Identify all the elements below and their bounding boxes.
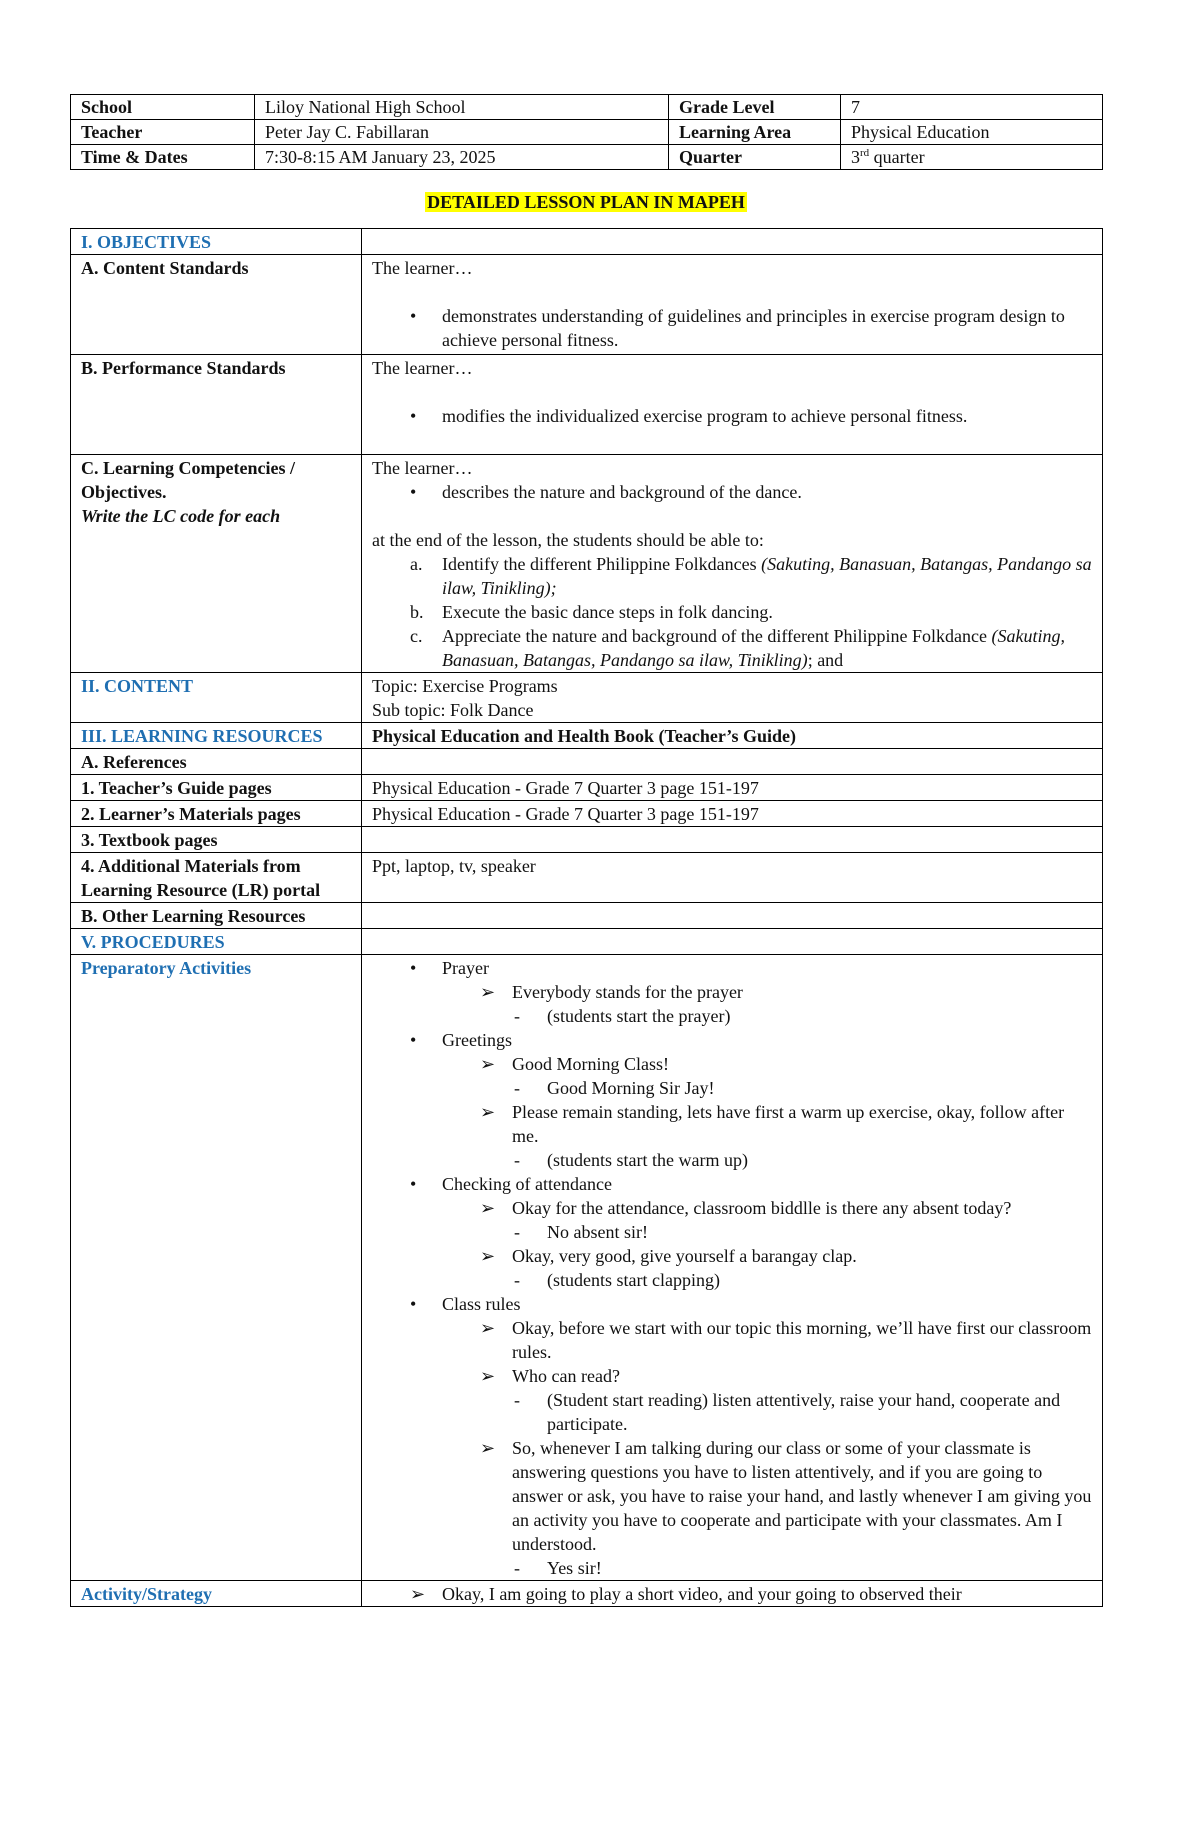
other-resources-label: B. Other Learning Resources — [71, 903, 362, 929]
objective-tail: ; and — [807, 650, 844, 670]
objective-marker: a. — [410, 554, 423, 574]
tg-label: 1. Teacher’s Guide pages — [71, 775, 362, 801]
preparatory-line-text: Class rules — [442, 1294, 521, 1314]
other-resources-empty — [362, 903, 1103, 929]
teacher-value: Peter Jay C. Fabillaran — [255, 120, 669, 145]
procedures-heading: V. PROCEDURES — [71, 929, 362, 955]
arrow-bullet-icon: ➢ — [480, 1102, 496, 1122]
content-standards-intro: The learner… — [372, 258, 473, 278]
content-standards-cell — [362, 255, 1103, 355]
dash-bullet-icon: - — [514, 1390, 520, 1410]
performance-standards-text: modifies the individualized exercise program to achieve personal fitness. — [442, 406, 968, 426]
teacher-label: Teacher — [71, 120, 255, 145]
header-table — [70, 94, 1103, 170]
school-value: Liloy National High School — [255, 95, 669, 120]
competency-label: C. Learning Competencies / Objectives. — [81, 458, 295, 502]
quarter-num: 3 — [851, 147, 860, 167]
lesson-table — [70, 228, 1103, 1607]
bullet-icon: • — [410, 1294, 417, 1314]
activity-text: Okay, I am going to play a short video, and your going to observed their — [442, 1584, 962, 1604]
preparatory-line — [372, 1004, 1092, 1028]
preparatory-line-text: (Student start reading) listen attentively, raise your hand, cooperate and participate. — [547, 1390, 1061, 1434]
preparatory-line — [372, 1052, 1092, 1076]
activity-item — [372, 1582, 1092, 1606]
bullet-icon: • — [410, 1174, 417, 1194]
arrow-bullet-icon: ➢ — [410, 1584, 426, 1604]
preparatory-line-text: So, whenever I am talking during our class or some of your classmate is answering questions you have to listen attentively, and if you are going to answer or ask, you have to raise your hand, and lastly whenever I am giving you an activity you have to cooperate and participate with your classmates. Am I understood. — [512, 1438, 1092, 1554]
objective-item — [372, 600, 1092, 624]
resources-book: Physical Education and Health Book (Teacher’s Guide) — [362, 723, 1103, 749]
preparatory-line-text: No absent sir! — [547, 1222, 648, 1242]
preparatory-line — [372, 1028, 1092, 1052]
preparatory-cell — [362, 955, 1103, 1581]
additional-label: 4. Additional Materials from Learning Resource (LR) portal — [71, 853, 362, 903]
dash-bullet-icon: - — [514, 1558, 520, 1578]
preparatory-line-text: Everybody stands for the prayer — [512, 982, 743, 1002]
preparatory-line — [372, 1268, 1092, 1292]
bullet-icon: • — [410, 406, 417, 426]
quarter-sup: rd — [860, 147, 870, 159]
quarter-value — [841, 145, 1103, 170]
activity-label: Activity/Strategy — [71, 1581, 362, 1607]
preparatory-line-text: Checking of attendance — [442, 1174, 612, 1194]
preparatory-line-text: Please remain standing, lets have first a warm up exercise, okay, follow after me. — [512, 1102, 1065, 1146]
textbook-empty — [362, 827, 1103, 853]
preparatory-line-text: (students start the prayer) — [547, 1006, 731, 1026]
grade-label: Grade Level — [669, 95, 841, 120]
objective-text: Appreciate the nature and background of the different Philippine Folkdance — [442, 626, 992, 646]
objective-dances: (Sakuting, Banasuan, Batangas, Pandango sa ilaw, Tinikling) — [442, 626, 1065, 670]
preparatory-label: Preparatory Activities — [71, 955, 362, 1581]
end-of-lesson-text: at the end of the lesson, the students should be able to: — [372, 530, 764, 550]
title-wrap — [70, 192, 1102, 216]
arrow-bullet-icon: ➢ — [480, 1054, 496, 1074]
area-value: Physical Education — [841, 120, 1103, 145]
preparatory-line — [372, 1244, 1092, 1268]
preparatory-line — [372, 980, 1092, 1004]
objective-item — [372, 552, 1092, 600]
dash-bullet-icon: - — [514, 1270, 520, 1290]
preparatory-line-text: (students start clapping) — [547, 1270, 720, 1290]
competency-cell — [362, 455, 1103, 673]
tg-value: Physical Education - Grade 7 Quarter 3 page 151-197 — [362, 775, 1103, 801]
objective-text: Execute the basic dance steps in folk dancing. — [442, 602, 773, 622]
preparatory-line-text: Good Morning Sir Jay! — [547, 1078, 715, 1098]
preparatory-line — [372, 956, 1092, 980]
dash-bullet-icon: - — [514, 1078, 520, 1098]
objectives-empty — [362, 229, 1103, 255]
arrow-bullet-icon: ➢ — [480, 1246, 496, 1266]
arrow-bullet-icon: ➢ — [480, 1318, 496, 1338]
content-standards-label: A. Content Standards — [71, 255, 362, 355]
preparatory-line — [372, 1556, 1092, 1580]
objectives-list — [372, 552, 1092, 672]
objective-item — [372, 624, 1092, 672]
time-label: Time & Dates — [71, 145, 255, 170]
preparatory-line-text: Good Morning Class! — [512, 1054, 669, 1074]
grade-value: 7 — [841, 95, 1103, 120]
preparatory-line — [372, 1364, 1092, 1388]
content-heading: II. CONTENT — [71, 673, 362, 723]
preparatory-lines — [372, 956, 1092, 1580]
objective-marker: b. — [410, 602, 424, 622]
activity-cell — [362, 1581, 1103, 1607]
page-title: DETAILED LESSON PLAN IN MAPEH — [427, 192, 745, 212]
content-topic: Topic: Exercise Programs — [372, 676, 558, 696]
objectives-heading: I. OBJECTIVES — [71, 229, 362, 255]
arrow-bullet-icon: ➢ — [480, 1366, 496, 1386]
preparatory-line — [372, 1220, 1092, 1244]
dash-bullet-icon: - — [514, 1006, 520, 1026]
content-standards-text: demonstrates understanding of guidelines and principles in exercise program design to achieve personal fitness. — [442, 306, 1065, 350]
preparatory-line-text: Okay, very good, give yourself a barangay clap. — [512, 1246, 857, 1266]
objective-dances: (Sakuting, Banasuan, Batangas, Pandango sa ilaw, Tinikling); — [442, 554, 1092, 598]
dash-bullet-icon: - — [514, 1150, 520, 1170]
lesson-plan-page — [70, 94, 1102, 1607]
competency-note: Write the LC code for each — [81, 506, 281, 526]
preparatory-line-text: Okay for the attendance, classroom biddlle is there any absent today? — [512, 1198, 1012, 1218]
preparatory-line-text: Who can read? — [512, 1366, 620, 1386]
references-label: A. References — [71, 749, 362, 775]
arrow-bullet-icon: ➢ — [480, 1438, 496, 1458]
time-value: 7:30-8:15 AM January 23, 2025 — [255, 145, 669, 170]
preparatory-line — [372, 1196, 1092, 1220]
bullet-icon: • — [410, 1030, 417, 1050]
performance-standards-item — [372, 404, 1092, 428]
performance-standards-intro: The learner… — [372, 358, 473, 378]
competency-item-text: describes the nature and background of the dance. — [442, 482, 802, 502]
additional-value: Ppt, laptop, tv, speaker — [362, 853, 1103, 903]
performance-standards-cell — [362, 355, 1103, 455]
preparatory-line — [372, 1292, 1092, 1316]
bullet-icon: • — [410, 958, 417, 978]
preparatory-line-text: (students start the warm up) — [547, 1150, 748, 1170]
references-empty — [362, 749, 1103, 775]
procedures-empty — [362, 929, 1103, 955]
lm-value: Physical Education - Grade 7 Quarter 3 page 151-197 — [362, 801, 1103, 827]
resources-heading: III. LEARNING RESOURCES — [71, 723, 362, 749]
preparatory-line-text: Yes sir! — [547, 1558, 602, 1578]
arrow-bullet-icon: ➢ — [480, 1198, 496, 1218]
quarter-rest: quarter — [869, 147, 925, 167]
preparatory-line — [372, 1316, 1092, 1364]
preparatory-line-text: Okay, before we start with our topic this morning, we’ll have first our classroom rules. — [512, 1318, 1092, 1362]
preparatory-line — [372, 1388, 1092, 1436]
school-label: School — [71, 95, 255, 120]
preparatory-line — [372, 1148, 1092, 1172]
objective-text: Identify the different Philippine Folkdances — [442, 554, 762, 574]
lm-label: 2. Learner’s Materials pages — [71, 801, 362, 827]
preparatory-line — [372, 1100, 1092, 1148]
preparatory-line — [372, 1076, 1092, 1100]
preparatory-line-text: Greetings — [442, 1030, 512, 1050]
content-subtopic: Sub topic: Folk Dance — [372, 700, 534, 720]
bullet-icon: • — [410, 482, 417, 502]
performance-standards-label: B. Performance Standards — [71, 355, 362, 455]
competency-label-cell — [71, 455, 362, 673]
preparatory-line — [372, 1172, 1092, 1196]
textbook-label: 3. Textbook pages — [71, 827, 362, 853]
objective-marker: c. — [410, 626, 423, 646]
competency-intro: The learner… — [372, 458, 473, 478]
content-cell — [362, 673, 1103, 723]
area-label: Learning Area — [669, 120, 841, 145]
preparatory-line — [372, 1436, 1092, 1556]
content-standards-item — [372, 304, 1092, 352]
dash-bullet-icon: - — [514, 1222, 520, 1242]
quarter-label: Quarter — [669, 145, 841, 170]
competency-item — [372, 480, 1092, 504]
bullet-icon: • — [410, 306, 417, 326]
preparatory-line-text: Prayer — [442, 958, 489, 978]
arrow-bullet-icon: ➢ — [480, 982, 496, 1002]
